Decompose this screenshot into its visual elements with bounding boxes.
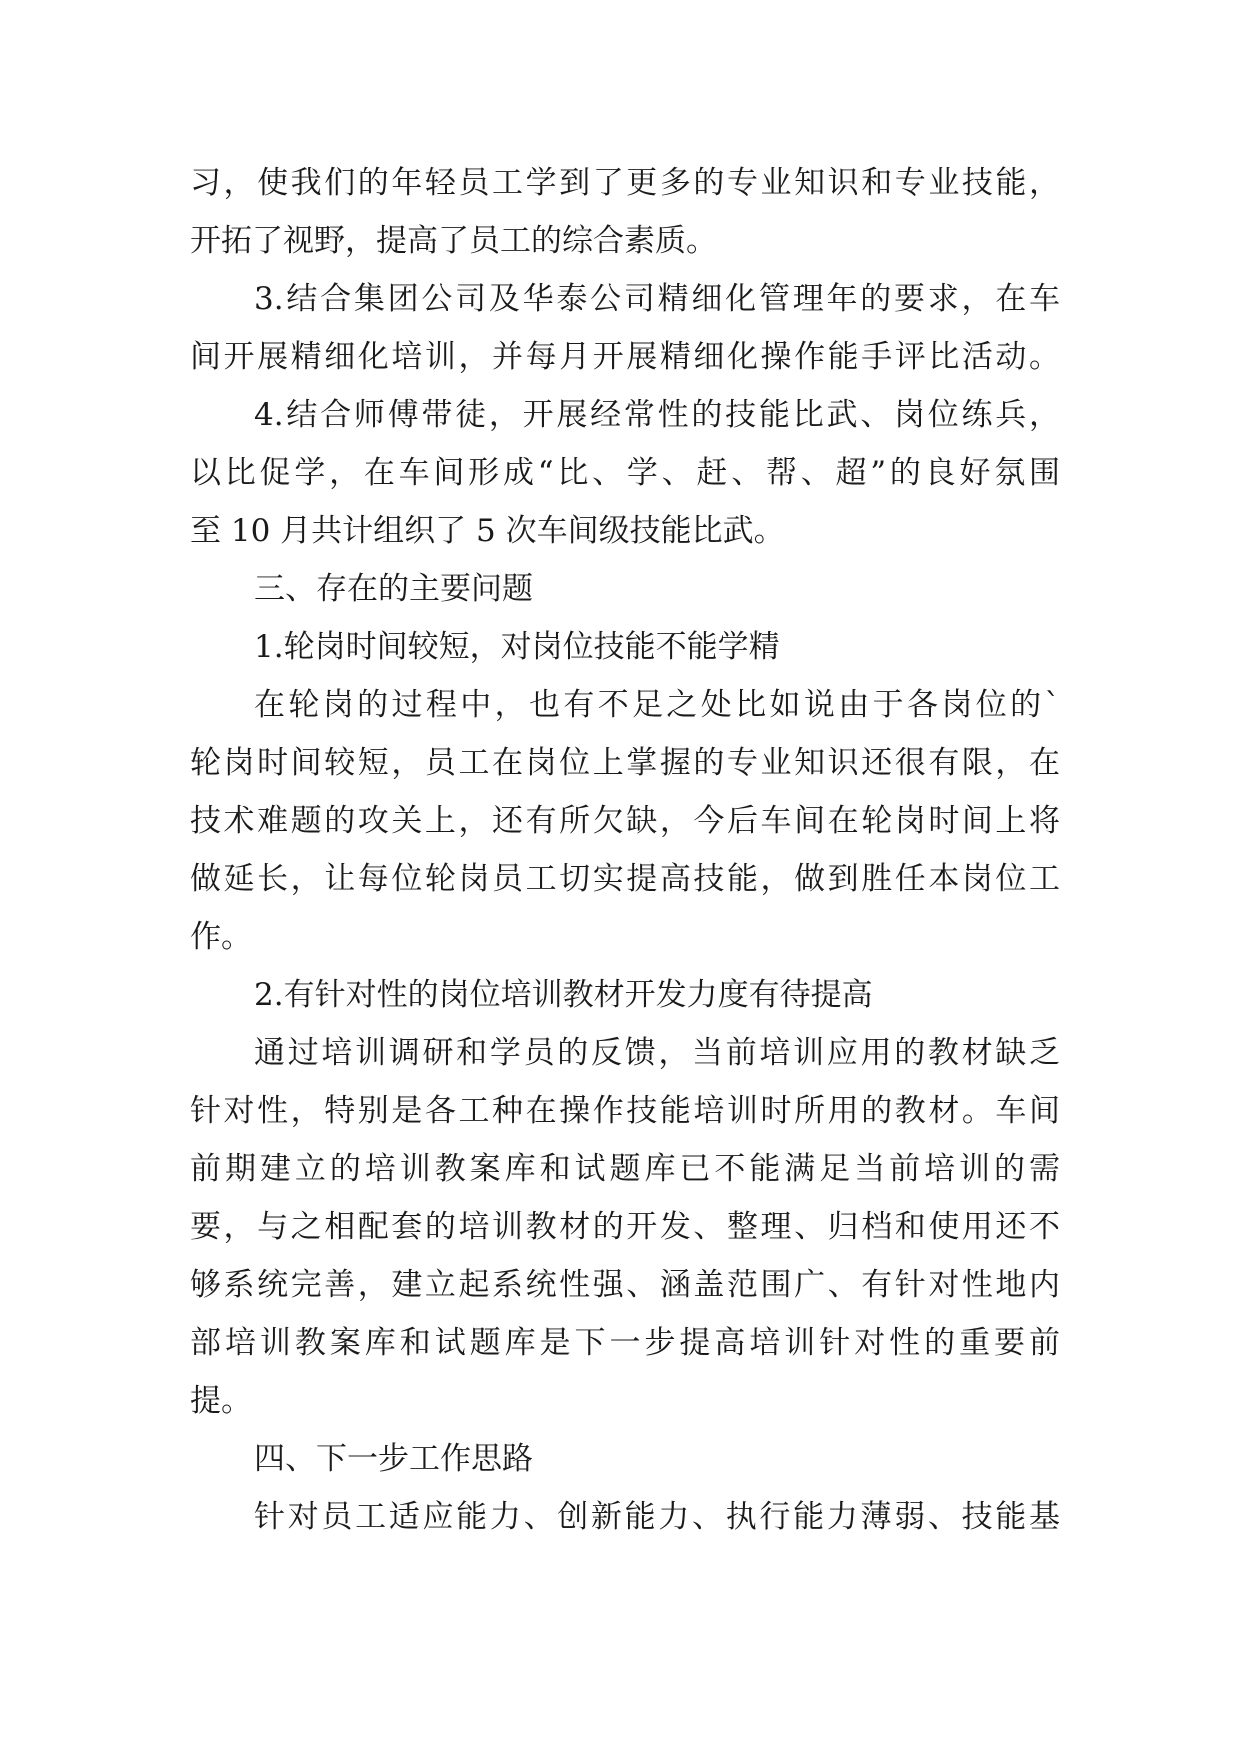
body-text-line: 部培训教案库和试题库是下一步提高培训针对性的重要前	[190, 1325, 1060, 1361]
body-text-line: 针对性，特别是各工种在操作技能培训时所用的教材。车间	[190, 1093, 1060, 1129]
list-item-3-line: 3.结合集团公司及华泰公司精细化管理年的要求，在车	[254, 281, 1060, 317]
body-text-line: 前期建立的培训教案库和试题库已不能满足当前培训的需	[190, 1151, 1060, 1187]
body-text-line: 技术难题的攻关上，还有所欠缺，今后车间在轮岗时间上将	[190, 803, 1060, 839]
body-text-line: 间开展精细化培训，并每月开展精细化操作能手评比活动。	[190, 339, 1060, 375]
paragraph-line: 针对员工适应能力、创新能力、执行能力薄弱、技能基	[254, 1499, 1060, 1535]
body-text-line: 要，与之相配套的培训教材的开发、整理、归档和使用还不	[190, 1209, 1060, 1245]
body-text-line: 以比促学，在车间形成“比、学、赶、帮、超”的良好氛围	[190, 455, 1060, 491]
section-heading-3: 三、存在的主要问题	[254, 571, 533, 607]
body-text-line: 开拓了视野，提高了员工的综合素质。	[190, 223, 717, 259]
subheading-2: 2.有针对性的岗位培训教材开发力度有待提高	[254, 977, 873, 1013]
body-text-line: 作。	[190, 919, 252, 955]
list-item-4-line: 4.结合师傅带徒，开展经常性的技能比武、岗位练兵，	[254, 397, 1060, 433]
body-text-line: 提。	[190, 1383, 252, 1419]
section-heading-4: 四、下一步工作思路	[254, 1441, 533, 1477]
paragraph-line: 通过培训调研和学员的反馈，当前培训应用的教材缺乏	[254, 1035, 1060, 1071]
body-text-line: 轮岗时间较短，员工在岗位上掌握的专业知识还很有限，在	[190, 745, 1060, 781]
body-text-line: 习，使我们的年轻员工学到了更多的专业知识和专业技能，	[190, 165, 1060, 201]
paragraph-line: 在轮岗的过程中，也有不足之处比如说由于各岗位的`	[254, 687, 1060, 723]
body-text-line: 够系统完善，建立起系统性强、涵盖范围广、有针对性地内	[190, 1267, 1060, 1303]
body-text-line: 做延长，让每位轮岗员工切实提高技能，做到胜任本岗位工	[190, 861, 1060, 897]
subheading-1: 1.轮岗时间较短，对岗位技能不能学精	[254, 629, 780, 665]
body-text-line: 至 10 月共计组织了 5 次车间级技能比武。	[190, 513, 785, 549]
